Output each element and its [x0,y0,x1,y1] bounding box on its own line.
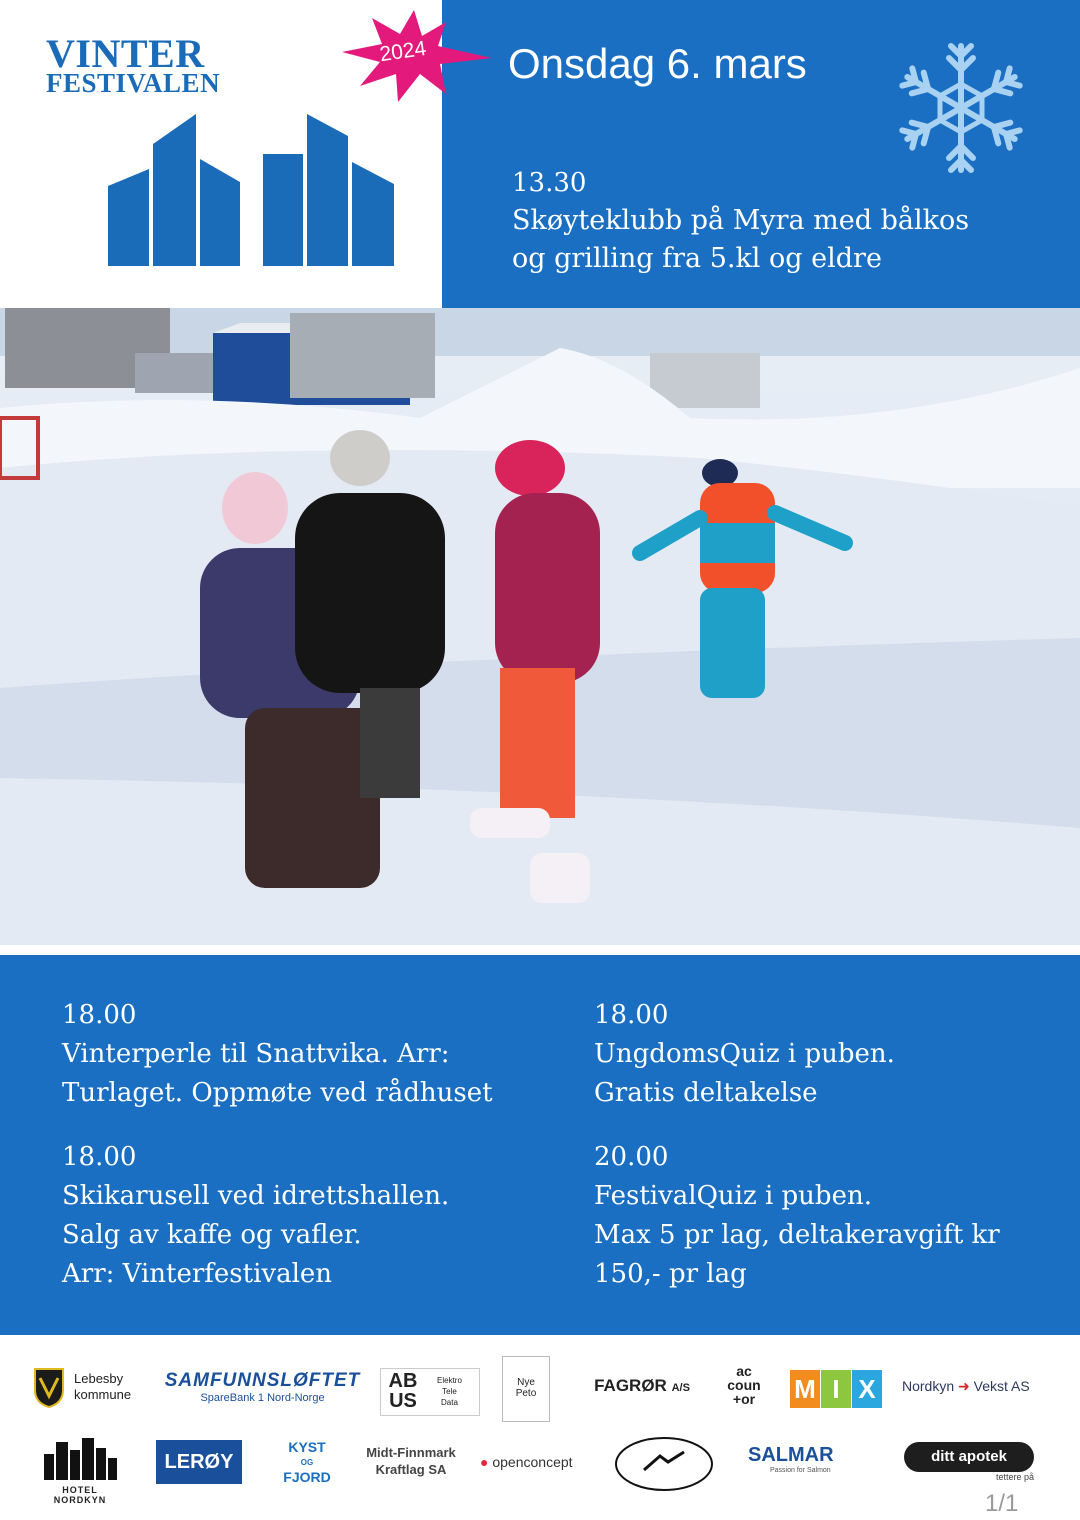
kraftlag-line: Midt-Finnmark [366,1445,456,1460]
header-event-description [512,202,1032,278]
sponsor-hotel-nordkyn [40,1436,120,1505]
accountor-line: +or [732,1391,756,1407]
lebesby-line: Lebesby [74,1371,124,1386]
apotek-label: ditt apotek [904,1442,1034,1472]
sponsor-mix [790,1370,882,1408]
club-emblem-icon [614,1436,714,1492]
sponsor-openconcept [480,1454,592,1470]
event-line: Max 5 pr lag, deltakeravgift kr [594,1220,1000,1250]
coat-of-arms-icon [34,1368,64,1408]
event-line: Vinterperle til Snattvika. Arr: [62,1039,450,1069]
openconcept-label: openconcept [492,1454,573,1470]
sponsor-nordkyn-vekst [902,1378,1042,1395]
event-line: UngdomsQuiz i puben. [594,1039,895,1069]
mix-letter: M [790,1370,820,1408]
sponsor-nye-peto [502,1356,550,1422]
sponsor-club-badge [614,1436,714,1492]
skier-icon: ➜ [958,1378,970,1394]
samfunn-sub: SpareBank 1 Nord-Norge [200,1392,325,1404]
year-label: 2024 [378,36,428,67]
sponsor-samfunnsloftet [160,1370,365,1404]
page-indicator: 1/1 [985,1490,1019,1517]
header-event-time: 13.30 [512,168,587,198]
evening-program-panel [0,955,1080,1335]
header-desc-line: Skøyteklubb på Myra med bålkos [512,205,970,236]
sponsor-kraftlag [352,1444,470,1478]
event-line: FestivalQuiz i puben. [594,1181,872,1211]
sponsor-kyst-og-fjord [272,1440,342,1485]
nyepeto-line: Peto [515,1388,537,1399]
accountor-line: ac [736,1363,752,1379]
hotel-skyline-icon [42,1436,118,1480]
kyst-line: FJORD [283,1469,331,1485]
logo-line-2: FESTIVALEN [46,68,221,98]
sponsor-ditt-apotek [904,1442,1034,1482]
sponsor-accountor [722,1364,766,1406]
sponsor-leroy: LERØY [156,1440,242,1484]
event-time: 18.00 [62,1000,137,1030]
date-title: Onsdag 6. mars [508,40,807,87]
event-time: 20.00 [594,1142,669,1172]
openconcept-icon: ● [480,1454,489,1470]
event-line: 150,- pr lag [594,1259,747,1289]
salmar-sub: Passion for Salmon [770,1467,831,1474]
event-line: Skikarusell ved idrettshallen. [62,1181,450,1211]
event-line: Arr: Vinterfestivalen [62,1259,333,1289]
snowflake-icon [886,38,1036,178]
event-skikarusell [62,1138,449,1294]
mix-letter: I [821,1370,851,1408]
sponsor-salmar [748,1444,858,1474]
event-time: 18.00 [594,1000,669,1030]
lebesby-line: kommune [74,1387,132,1402]
event-time: 18.00 [62,1142,137,1172]
kyst-line: OG [300,1458,314,1467]
apotek-sub: tettere på [995,1472,1034,1482]
nordkyn-vekst-word: Nordkyn [902,1378,955,1394]
sponsor-fagror [572,1376,712,1396]
header-panel [442,0,1080,345]
event-festivalquiz [594,1138,1000,1294]
skating-photo [0,308,1080,945]
hotel-label: HOTEL NORDKYN [53,1485,107,1505]
sponsor-abus [380,1368,480,1416]
nyepeto-line: Nye [517,1377,535,1388]
sponsor-lebesby [34,1368,144,1408]
kyst-line: KYST [288,1439,326,1455]
accountor-line: coun [727,1377,761,1393]
nordkyn-vekst-word: Vekst AS [973,1378,1030,1394]
mix-letter: X [852,1370,882,1408]
abus-title: AB US [388,1370,418,1412]
year-badge [338,8,498,104]
header-desc-line: og grilling fra 5.kl og eldre [512,243,882,274]
sponsor-logos [0,1340,1080,1520]
samfunn-title: SAMFUNNSLØFTET [164,1370,361,1391]
logo-line-1: VINTER [46,31,205,76]
fagror-suffix: A/S [671,1382,690,1394]
abus-sub: Tele [442,1387,457,1396]
salmar-label: SALMAR [748,1444,834,1466]
buildings-icon [108,114,398,266]
event-vinterperle [62,996,493,1113]
abus-sub: Elektro [437,1376,462,1385]
event-line: Salg av kaffe og vafler. [62,1220,362,1250]
abus-sub: Data [441,1398,458,1407]
event-line: Turlaget. Oppmøte ved rådhuset [62,1078,493,1108]
fagror-title: FAGRØR [594,1376,667,1395]
kraftlag-line: Kraftlag SA [375,1462,447,1477]
event-ungdomsquiz [594,996,895,1113]
event-line: Gratis deltakelse [594,1078,818,1108]
